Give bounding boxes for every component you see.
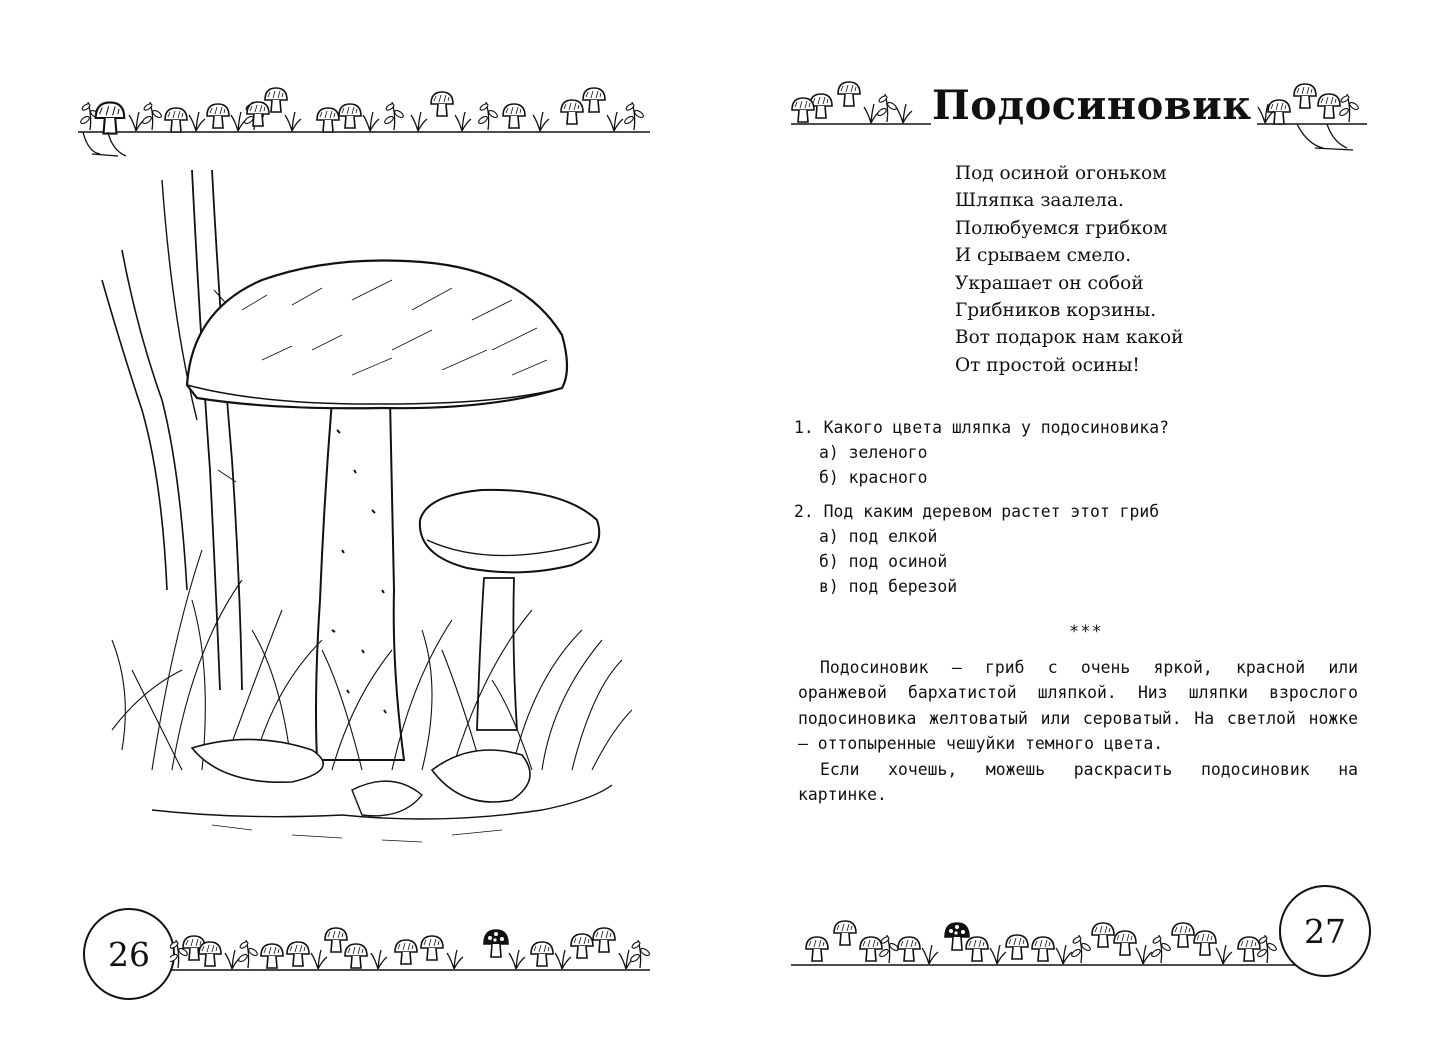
title-ornament-left <box>791 68 931 130</box>
page-number: 27 <box>1279 885 1371 977</box>
answer-option: а) зеленого <box>819 443 928 462</box>
section-separator: *** <box>1069 622 1103 642</box>
question-text: 2. Под каким деревом растет этот гриб <box>794 502 1160 521</box>
poem-line: И срываем смело. <box>955 245 1132 267</box>
poem-line: Шляпка заалела. <box>955 190 1124 212</box>
question-text: 1. Какого цвета шляпка у подосиновика? <box>794 418 1169 437</box>
title-ornament-right <box>1257 66 1367 156</box>
answer-option: б) красного <box>819 468 928 487</box>
paragraph: Подосиновик – гриб с очень яркой, красной или оранжевой бархатистой шляпкой. Низ шляпки взрослого подосиновика желтоватый или сероватый. На светлой ножке – оттопыренные чешуйки темного цвета. <box>798 658 1358 754</box>
poem-line: Грибников корзины. <box>955 300 1157 322</box>
poem-line: Под осиной огоньком <box>955 163 1167 184</box>
mushroom-illustration <box>92 170 632 860</box>
top-border-ornament-left <box>78 70 650 160</box>
description <box>798 655 1358 807</box>
poem-line: Вот подарок нам какой <box>955 327 1184 349</box>
bottom-border-ornament-right <box>791 895 1331 975</box>
quiz <box>794 415 1169 599</box>
answer-option: а) под елкой <box>819 527 938 546</box>
page-title: Подосиновик <box>932 82 1252 129</box>
answer-option: б) под осиной <box>819 552 948 571</box>
page-number: 26 <box>83 908 175 1000</box>
poem-line: Украшает он собой <box>955 272 1144 294</box>
right-page <box>719 0 1438 1045</box>
bottom-border-ornament-left <box>170 900 650 980</box>
poem <box>955 160 1183 379</box>
question-block <box>794 499 1169 599</box>
poem-line: От простой осины! <box>955 354 1140 376</box>
poem-line: Полюбуемся грибком <box>955 217 1168 239</box>
answer-option: в) под березой <box>819 577 958 596</box>
paragraph: Если хочешь, можешь раскрасить подосиновик на картинке. <box>798 759 1358 805</box>
question-block <box>794 415 1169 490</box>
